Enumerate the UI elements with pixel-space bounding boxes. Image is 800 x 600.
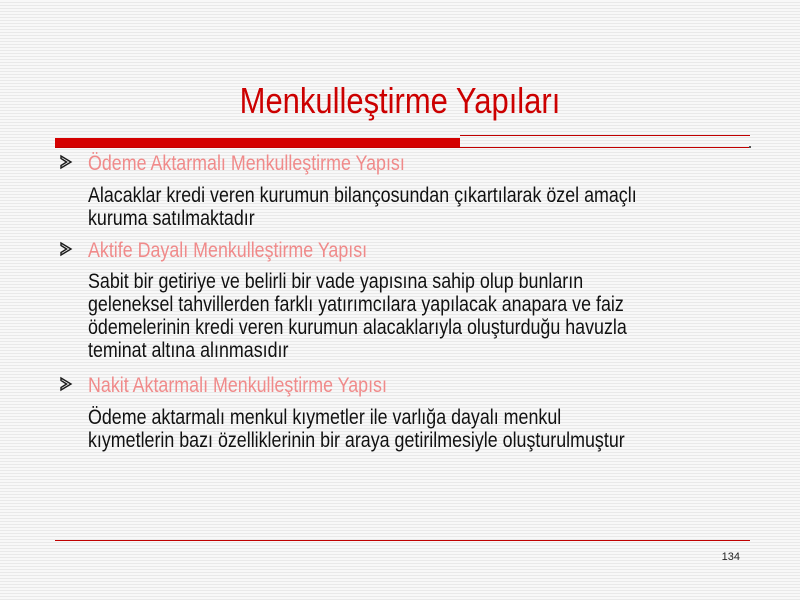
body-line: ödemelerinin kredi veren kurumun alacaklarıyla oluşturduğu havuzla	[88, 316, 627, 339]
title-rule-thick	[55, 138, 460, 147]
slide-title: Menkulleştirme Yapıları	[239, 80, 561, 121]
title-rule-thin	[55, 147, 750, 148]
body-line: kuruma satılmaktadır	[88, 207, 255, 230]
body-line: kıymetlerin bazı özelliklerinin bir araya getirilmesiyle oluşturulmuştur	[88, 429, 625, 452]
body-line: teminat altına alınmasıdır	[88, 339, 289, 362]
title-rule-end-mark	[749, 146, 751, 148]
bullet-title: Aktife Dayalı Menkulleştirme Yapısı	[88, 239, 368, 262]
footer-rule	[55, 540, 750, 541]
chevron-right-icon	[58, 154, 74, 170]
bullet-title: Ödeme Aktarmalı Menkulleştirme Yapısı	[88, 152, 405, 175]
bullet-title: Nakit Aktarmalı Menkulleştirme Yapısı	[88, 374, 387, 397]
bullet-body-2	[88, 270, 734, 362]
body-line: Ödeme aktarmalı menkul kıymetler ile varlığa dayalı menkul	[88, 406, 562, 429]
body-line: geleneksel tahvillerden farklı yatırımcılara yapılacak anapara ve faiz	[88, 293, 624, 316]
chevron-right-icon	[58, 241, 74, 257]
body-line: Sabit bir getiriye ve belirli bir vade yapısına sahip olup bunların	[88, 270, 584, 293]
chevron-right-icon	[58, 376, 74, 392]
bullet-body-3	[88, 406, 734, 452]
title-rule-thin-top	[460, 135, 750, 136]
bullet-body-1	[88, 184, 734, 230]
body-line: Alacaklar kredi veren kurumun bilançosundan çıkartılarak özel amaçlı	[88, 184, 637, 207]
page-number: 134	[721, 551, 740, 563]
